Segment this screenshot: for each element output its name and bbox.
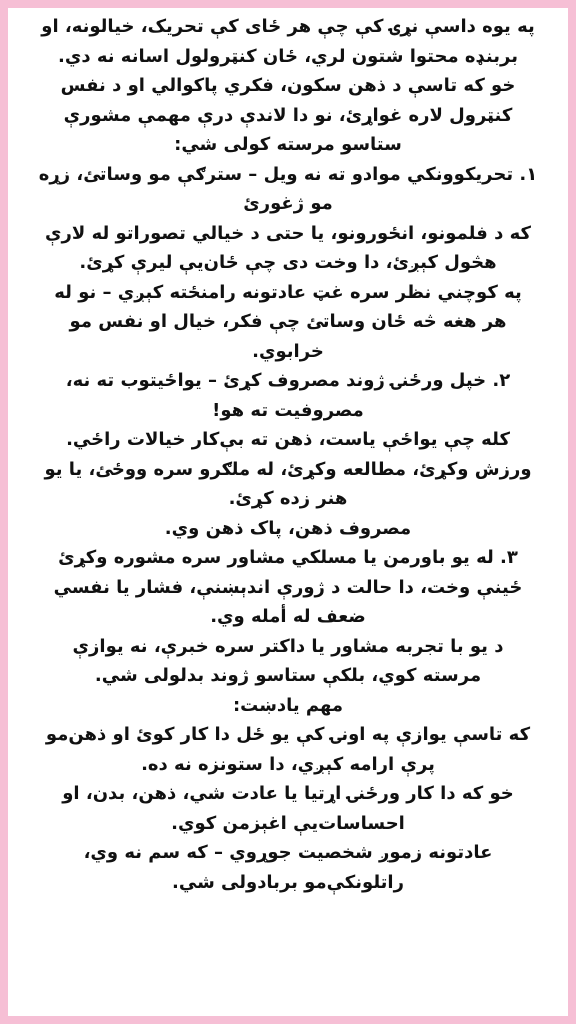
text-line: د یو با تجربه مشاور یا داکتر سره خبرې، نه یوازې [72, 635, 504, 657]
text-line: مصروفیت ته هو! [212, 399, 364, 421]
text-line: بربنډه محتوا شتون لري، ځان کنټرولول اسانه نه دي. [58, 45, 518, 67]
text-line: ۳. له یو باورمن یا مسلکي مشاور سره مشوره وکړئ [58, 547, 518, 568]
text-line: که تاسې یوازې په اونۍ کې یو ځل دا کار کوئ او ذهن‌مو [45, 724, 531, 745]
text-line: ضعف له أمله وي. [210, 606, 366, 627]
text-line: راتلونکې‌مو بربادولی شي. [172, 871, 404, 893]
text-line: هر هغه څه ځان وساتئ چې فکر، خیال او نفس مو [69, 311, 507, 332]
text-line: احساسات‌یې اغېزمن کوي. [171, 812, 405, 834]
text-line: خو که دا کار ورځنۍ اړتیا یا عادت شي، ذهن، بدن، او [62, 783, 514, 804]
text-line: کله چې یواځې یاست، ذهن ته بې‌کار خیالات راځي. [66, 429, 510, 450]
text-line: مصروف ذهن، پاک ذهن وي. [164, 517, 412, 539]
text-line: عادتونه زموږ شخصیت جوړوي – که سم نه وي، [83, 842, 493, 863]
text-line: هنر زده کړئ. [228, 488, 348, 509]
text-line: ۱. تحریکوونکي موادو ته نه ویل – سترګې مو وساتئ، زړه [38, 163, 538, 185]
text-line: ورزش وکړئ، مطالعه وکړئ، له ملګرو سره ووځئ، یا یو [44, 458, 532, 480]
text-line: خو که تاسې د ذهن سکون، فکري پاکوالي او د نفس [60, 75, 516, 96]
text-line: مهم یادښت: [232, 694, 344, 716]
text-line: په یوه داسې نړۍ کې چې هر ځای کې تحریک، خیالونه، او [41, 16, 535, 37]
text-line: ستاسو مرسته کولی شي: [174, 134, 402, 155]
text-line: ځینې وخت، دا حالت د ژورې اندېښنې، فشار یا نفسي [53, 576, 523, 598]
text-line: ۲. خپل ورځنۍ ژوند مصروف کړئ – یواځیتوب ته نه، [65, 370, 511, 391]
text-line: پرې ارامه کېږي، دا ستونزه نه ده. [141, 753, 435, 775]
text-line: کنټرول لاره غواړئ، نو دا لاندې درې مهمې مشورې [63, 104, 513, 126]
article-body [22, 12, 554, 897]
text-line: که د فلمونو، انځورونو، یا حتی د خیالي تصوراتو له لارې [45, 222, 531, 244]
text-line: هڅول کېږئ، دا وخت دی چې ځان‌یې لیرې کړئ. [79, 252, 497, 273]
text-line: مرسته کوي، بلکې ستاسو ژوند بدلولی شي. [94, 665, 482, 686]
text-line: مو ژغورئ [243, 193, 333, 214]
text-line: خرابوي. [252, 340, 324, 362]
text-line: په کوچني نظر سره غټ عادتونه رامنځته کېږي – نو له [54, 281, 522, 303]
post-card [8, 8, 568, 1016]
